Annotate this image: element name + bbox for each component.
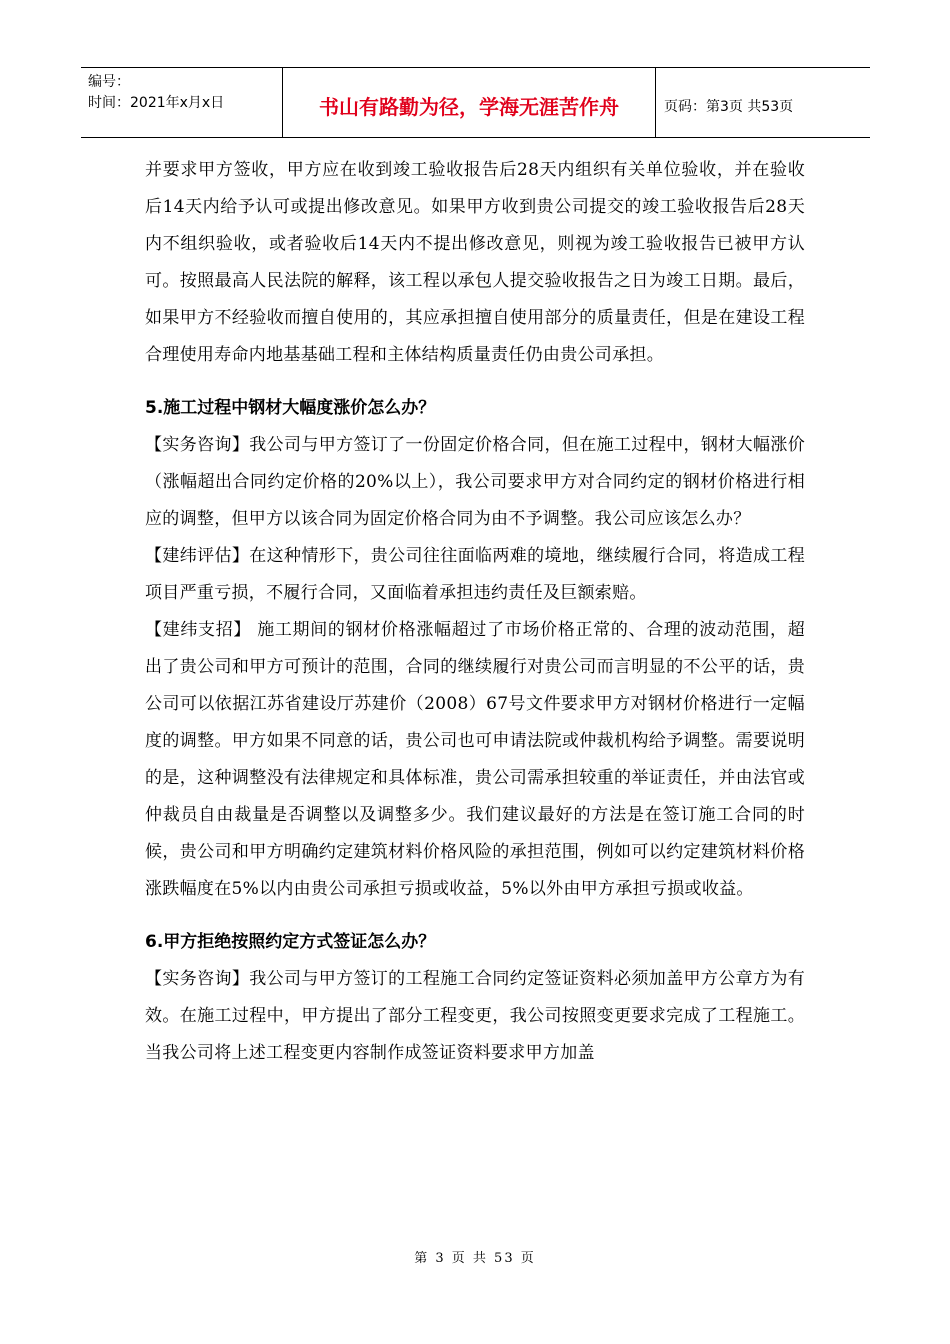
- header-time-label: 时间：2021年x月x日: [88, 95, 225, 111]
- paragraph-assessment-5: 【建纬评估】在这种情形下，贵公司往往面临两难的境地，继续履行合同，将造成工程项目严重亏损，不履行合同，又面临着承担违约责任及巨额索赔。: [145, 546, 805, 603]
- header-meta: [88, 72, 278, 114]
- document-header: [81, 67, 870, 138]
- header-number-label: 编号：: [88, 74, 130, 90]
- document-body: [145, 152, 805, 1072]
- header-divider: [655, 68, 656, 137]
- paragraph-advice-5: 【建纬支招】 施工期间的钢材价格涨幅超过了市场价格正常的、合理的波动范围，超出了贵公司和甲方可预计的范围，合同的继续履行对贵公司而言明显的不公平的话，贵公司可以依据江苏省建设厅苏建价（2008）67号文件要求甲方对钢材价格进行一定幅度的调整。甲方如果不同意的话，贵公司也可申请法院或仲裁机构给予调整。需要说明的是，这种调整没有法律规定和具体标准，贵公司需承担较重的举证责任，并由法官或仲裁员自由裁量是否调整以及调整多少。我们建议最好的方法是在签订施工合同的时候，贵公司和甲方明确约定建筑材料价格风险的承担范围，例如可以约定建筑材料价格涨跌幅度在5%以内由贵公司承担亏损或收益，5%以外由甲方承担亏损或收益。: [145, 620, 805, 899]
- page-footer: 第 3 页 共 53 页: [414, 1251, 536, 1266]
- header-page-info: 页码：第3页 共53页: [664, 98, 794, 115]
- paragraph-consult-6: 【实务咨询】我公司与甲方签订的工程施工合同约定签证资料必须加盖甲方公章方为有效。在施工过程中，甲方提出了部分工程变更，我公司按照变更要求完成了工程施工。当我公司将上述工程变更内容制作成签证资料要求甲方加盖: [145, 969, 805, 1063]
- header-motto: 书山有路勤为径，学海无涯苦作舟: [319, 95, 619, 119]
- section-heading-5: 5.施工过程中钢材大幅度涨价怎么办？: [145, 398, 436, 418]
- section-heading-6: 6.甲方拒绝按照约定方式签证怎么办？: [145, 932, 436, 952]
- paragraph-consult-5: 【实务咨询】我公司与甲方签订了一份固定价格合同，但在施工过程中，钢材大幅涨价（涨幅超出合同约定价格的20%以上），我公司要求甲方对合同约定的钢材价格进行相应的调整，但甲方以该合同为固定价格合同为由不予调整。我公司应该怎么办？: [145, 435, 805, 529]
- paragraph-acceptance: 并要求甲方签收，甲方应在收到竣工验收报告后28天内组织有关单位验收，并在验收后14天内给予认可或提出修改意见。如果甲方收到贵公司提交的竣工验收报告后28天内不组织验收，或者验收后14天内不提出修改意见，则视为竣工验收报告已被甲方认可。按照最高人民法院的解释，该工程以承包人提交验收报告之日为竣工日期。最后，如果甲方不经验收而擅自使用的，其应承担擅自使用部分的质量责任，但是在建设工程合理使用寿命内地基基础工程和主体结构质量责任仍由贵公司承担。: [145, 160, 805, 365]
